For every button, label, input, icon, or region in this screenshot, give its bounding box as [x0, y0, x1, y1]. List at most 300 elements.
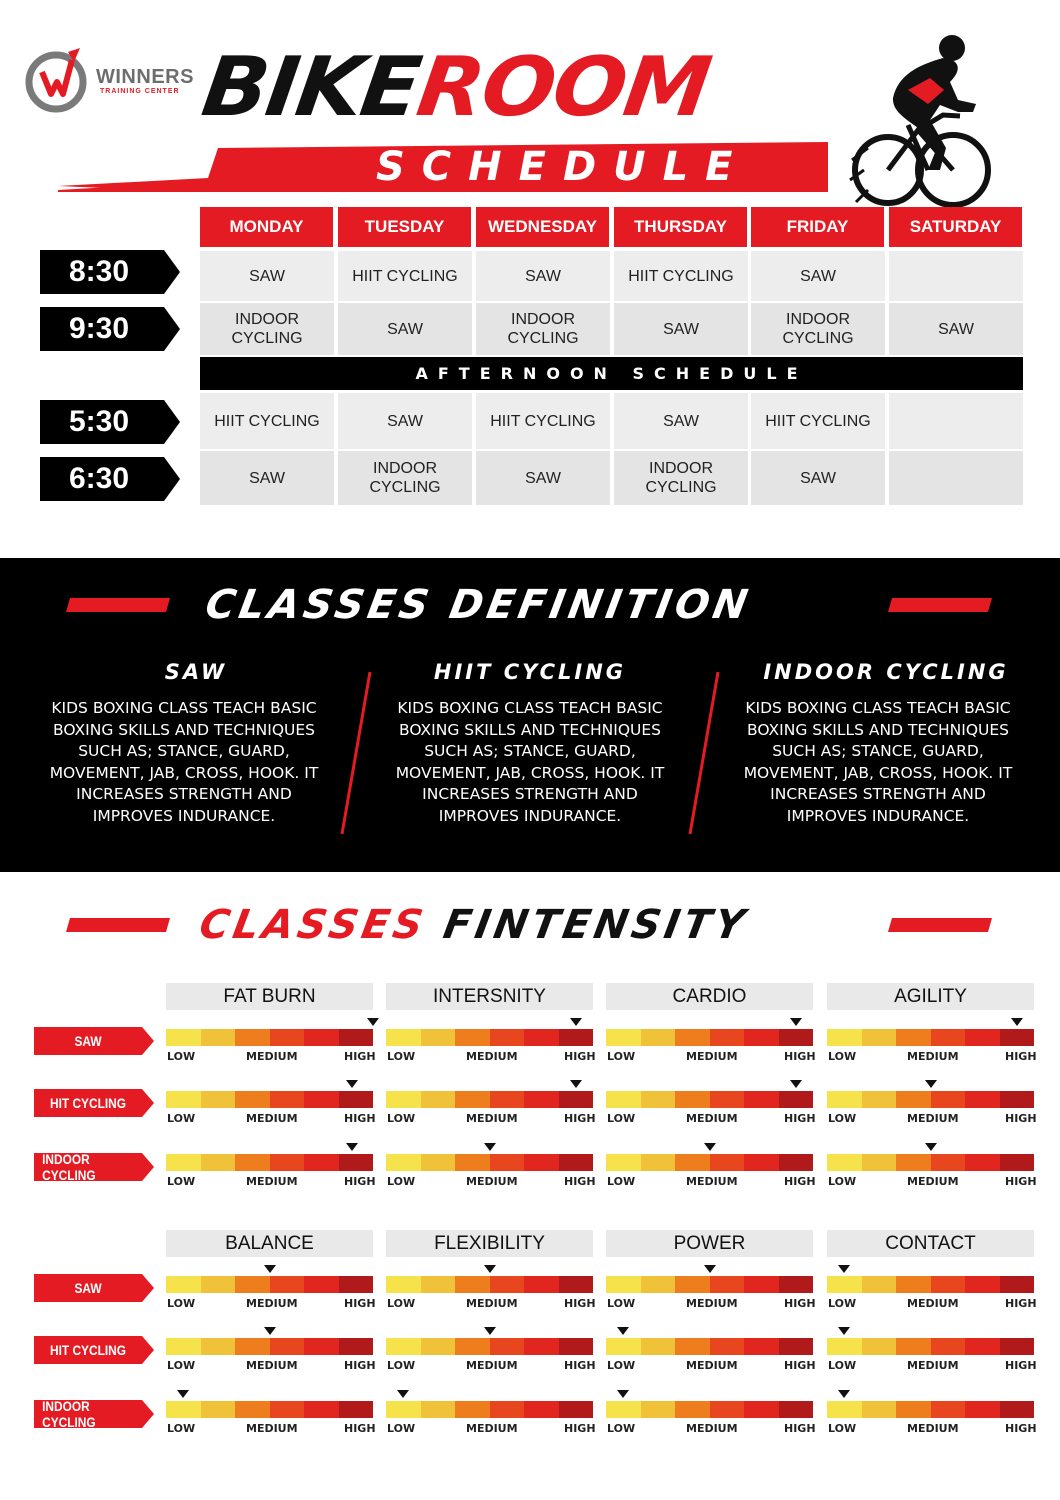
scale-medium: MEDIUM: [466, 1359, 518, 1372]
intensity-segment: [675, 1091, 710, 1108]
intensity-title: [196, 902, 752, 948]
brand-subtitle: TRAINING CENTER: [100, 88, 180, 95]
scale-medium: MEDIUM: [907, 1297, 959, 1310]
intensity-segment: [270, 1401, 305, 1418]
intensity-segment: [455, 1276, 490, 1293]
schedule-cell: SAW: [889, 303, 1023, 355]
intensity-bar: [827, 1401, 1034, 1418]
scale-medium: MEDIUM: [686, 1297, 738, 1310]
intensity-bar: [166, 1401, 373, 1418]
scale-medium: MEDIUM: [686, 1359, 738, 1372]
intensity-segment: [524, 1401, 559, 1418]
intensity-marker: [570, 1018, 582, 1026]
intensity-segment: [827, 1029, 862, 1046]
scale-medium: MEDIUM: [466, 1112, 518, 1125]
intensity-segment: [862, 1401, 897, 1418]
scale-low: LOW: [607, 1175, 636, 1188]
scale-low: LOW: [387, 1050, 416, 1063]
intensity-bar: [386, 1091, 593, 1108]
intensity-segment: [235, 1154, 270, 1171]
afternoon-divider: AFTERNOON SCHEDULE: [200, 357, 1023, 390]
intensity-bar: [386, 1154, 593, 1171]
intensity-segment: [235, 1338, 270, 1355]
scale-low: LOW: [387, 1422, 416, 1435]
scale-high: HIGH: [564, 1050, 596, 1063]
intensity-segment: [386, 1091, 421, 1108]
schedule-cell: [889, 393, 1023, 449]
scale-high: HIGH: [344, 1050, 376, 1063]
scale-medium: MEDIUM: [246, 1297, 298, 1310]
intensity-segment: [606, 1091, 641, 1108]
intensity-segment: [675, 1276, 710, 1293]
intensity-segment: [1000, 1029, 1035, 1046]
schedule-cell: HIIT CYCLING: [200, 393, 334, 449]
intensity-segment: [827, 1276, 862, 1293]
page-title: [197, 40, 715, 135]
definition-heading: SAW: [164, 660, 228, 684]
intensity-segment: [606, 1338, 641, 1355]
schedule-cell: INDOOR CYCLING: [751, 303, 885, 355]
definition-text: KIDS BOXING CLASS TEACH BASIC BOXING SKILLS AND TECHNIQUES SUCH AS; STANCE, GUARD, MOVEMENT, JAB, CROSS, HOOK. IT INCREASES STRENGTH AND IMPROVES INDURANCE.: [743, 699, 1013, 825]
intensity-segment: [606, 1276, 641, 1293]
intensity-segment: [1000, 1154, 1035, 1171]
scale-high: HIGH: [344, 1297, 376, 1310]
intensity-segment: [779, 1338, 814, 1355]
schedule-cell: SAW: [751, 251, 885, 301]
intensity-segment: [744, 1276, 779, 1293]
intensity-segment: [931, 1029, 966, 1046]
intensity-segment: [304, 1091, 339, 1108]
intensity-segment: [524, 1338, 559, 1355]
intensity-segment: [641, 1154, 676, 1171]
schedule-cell: SAW: [338, 303, 472, 355]
intensity-segment: [606, 1401, 641, 1418]
scale-high: HIGH: [344, 1422, 376, 1435]
category-header: INTERSNITY: [386, 983, 593, 1010]
definition-heading: INDOOR CYCLING: [763, 660, 1009, 684]
divider: [684, 670, 724, 836]
scale-low: LOW: [387, 1112, 416, 1125]
intensity-segment: [304, 1276, 339, 1293]
title-dash-left: [66, 598, 170, 612]
category-header: FAT BURN: [166, 983, 373, 1010]
class-tag-label: HIT CYCLING: [49, 1095, 127, 1111]
intensity-segment: [339, 1338, 374, 1355]
intensity-segment: [559, 1401, 594, 1418]
scale-high: HIGH: [344, 1359, 376, 1372]
intensity-segment: [931, 1338, 966, 1355]
scale-medium: MEDIUM: [686, 1050, 738, 1063]
intensity-segment: [744, 1154, 779, 1171]
intensity-segment: [827, 1338, 862, 1355]
intensity-bar: [386, 1029, 593, 1046]
schedule-cell: INDOOR CYCLING: [614, 451, 748, 505]
intensity-segment: [965, 1029, 1000, 1046]
intensity-marker: [925, 1080, 937, 1088]
scale-medium: MEDIUM: [686, 1175, 738, 1188]
intensity-segment: [862, 1338, 897, 1355]
intensity-segment: [166, 1276, 201, 1293]
scale-low: LOW: [607, 1297, 636, 1310]
scale-medium: MEDIUM: [466, 1175, 518, 1188]
scale-medium: MEDIUM: [466, 1422, 518, 1435]
intensity-segment: [421, 1154, 456, 1171]
intensity-bar: [606, 1276, 813, 1293]
intensity-segment: [559, 1029, 594, 1046]
intensity-bar: [827, 1091, 1034, 1108]
category-header: BALANCE: [166, 1230, 373, 1257]
intensity-segment: [641, 1276, 676, 1293]
intensity-segment: [524, 1091, 559, 1108]
scale-low: LOW: [167, 1175, 196, 1188]
category-header: POWER: [606, 1230, 813, 1257]
scale-medium: MEDIUM: [907, 1359, 959, 1372]
schedule-cell: HIIT CYCLING: [751, 393, 885, 449]
category-header: FLEXIBILITY: [386, 1230, 593, 1257]
scale-low: LOW: [167, 1297, 196, 1310]
intensity-segment: [166, 1154, 201, 1171]
intensity-segment: [386, 1338, 421, 1355]
class-tag-label: INDOOR CYCLING: [42, 1151, 96, 1183]
intensity-marker: [704, 1143, 716, 1151]
intensity-segment: [710, 1338, 745, 1355]
scale-high: HIGH: [564, 1297, 596, 1310]
intensity-segment: [675, 1029, 710, 1046]
intensity-segment: [386, 1401, 421, 1418]
intensity-segment: [779, 1276, 814, 1293]
schedule-cell: SAW: [614, 393, 748, 449]
intensity-marker: [346, 1080, 358, 1088]
intensity-bar: [386, 1338, 593, 1355]
intensity-segment: [896, 1091, 931, 1108]
intensity-segment: [710, 1091, 745, 1108]
intensity-bar: [827, 1338, 1034, 1355]
intensity-segment: [201, 1338, 236, 1355]
intensity-bar: [606, 1029, 813, 1046]
schedule-cell: HIIT CYCLING: [338, 251, 472, 301]
intensity-bar: [827, 1276, 1034, 1293]
intensity-segment: [559, 1276, 594, 1293]
intensity-segment: [827, 1401, 862, 1418]
scale-high: HIGH: [344, 1112, 376, 1125]
definitions-title: CLASSES DEFINITION: [201, 582, 755, 628]
intensity-bar: [606, 1401, 813, 1418]
intensity-segment: [386, 1154, 421, 1171]
intensity-segment: [779, 1154, 814, 1171]
intensity-bar: [606, 1091, 813, 1108]
intensity-segment: [490, 1029, 525, 1046]
intensity-bar: [166, 1154, 373, 1171]
scale-medium: MEDIUM: [246, 1050, 298, 1063]
scale-high: HIGH: [1005, 1422, 1037, 1435]
intensity-segment: [304, 1029, 339, 1046]
intensity-segment: [235, 1401, 270, 1418]
intensity-segment: [606, 1154, 641, 1171]
scale-medium: MEDIUM: [686, 1422, 738, 1435]
intensity-segment: [455, 1091, 490, 1108]
intensity-segment: [931, 1154, 966, 1171]
day-thursday: THURSDAY: [614, 207, 747, 247]
intensity-segment: [270, 1154, 305, 1171]
scale-low: LOW: [167, 1112, 196, 1125]
time-label: 8:30: [68, 255, 130, 288]
intensity-segment: [744, 1338, 779, 1355]
scale-medium: MEDIUM: [686, 1112, 738, 1125]
intensity-segment: [862, 1276, 897, 1293]
intensity-segment: [166, 1029, 201, 1046]
class-tag-label: HIT CYCLING: [49, 1342, 127, 1358]
time-label: 6:30: [68, 462, 130, 495]
category-header: CARDIO: [606, 983, 813, 1010]
scale-low: LOW: [828, 1359, 857, 1372]
scale-high: HIGH: [784, 1359, 816, 1372]
schedule-cell: INDOOR CYCLING: [338, 451, 472, 505]
definition-heading: HIIT CYCLING: [433, 660, 627, 684]
intensity-segment: [862, 1029, 897, 1046]
day-tuesday: TUESDAY: [338, 207, 471, 247]
intensity-marker: [790, 1018, 802, 1026]
intensity-segment: [270, 1276, 305, 1293]
scale-medium: MEDIUM: [907, 1175, 959, 1188]
intensity-segment: [339, 1029, 374, 1046]
scale-high: HIGH: [784, 1175, 816, 1188]
intensity-bar: [386, 1276, 593, 1293]
intensity-segment: [270, 1091, 305, 1108]
intensity-segment: [270, 1338, 305, 1355]
title-dash-right: [888, 918, 992, 932]
intensity-marker: [1011, 1018, 1023, 1026]
intensity-segment: [455, 1338, 490, 1355]
intensity-bar: [166, 1276, 373, 1293]
brand-name: WINNERS: [96, 66, 194, 88]
schedule-cell: SAW: [476, 251, 610, 301]
schedule-cell: HIIT CYCLING: [476, 393, 610, 449]
schedule-cell: INDOOR CYCLING: [200, 303, 334, 355]
cyclist-icon: [848, 20, 998, 230]
scale-low: LOW: [828, 1175, 857, 1188]
schedule-cell: SAW: [200, 251, 334, 301]
intensity-segment: [965, 1276, 1000, 1293]
intensity-marker: [790, 1080, 802, 1088]
intensity-bar: [827, 1029, 1034, 1046]
scale-low: LOW: [607, 1359, 636, 1372]
intensity-segment: [235, 1276, 270, 1293]
intensity-segment: [455, 1401, 490, 1418]
intensity-segment: [896, 1338, 931, 1355]
intensity-segment: [710, 1154, 745, 1171]
schedule-cell: INDOOR CYCLING: [476, 303, 610, 355]
schedule-subtitle: SCHEDULE: [376, 144, 750, 190]
intensity-segment: [675, 1401, 710, 1418]
scale-high: HIGH: [1005, 1175, 1037, 1188]
intensity-marker: [925, 1143, 937, 1151]
intensity-marker: [484, 1327, 496, 1335]
intensity-segment: [490, 1091, 525, 1108]
intensity-marker: [177, 1390, 189, 1398]
time-label: 5:30: [68, 405, 130, 438]
schedule-cell: SAW: [200, 451, 334, 505]
intensity-segment: [455, 1154, 490, 1171]
intensity-segment: [524, 1154, 559, 1171]
scale-high: HIGH: [564, 1422, 596, 1435]
intensity-bar: [827, 1154, 1034, 1171]
scale-low: LOW: [607, 1050, 636, 1063]
intensity-segment: [524, 1276, 559, 1293]
day-wednesday: WEDNESDAY: [476, 207, 609, 247]
intensity-segment: [339, 1401, 374, 1418]
intensity-segment: [421, 1029, 456, 1046]
scale-low: LOW: [387, 1175, 416, 1188]
scale-low: LOW: [167, 1359, 196, 1372]
scale-low: LOW: [387, 1297, 416, 1310]
intensity-segment: [641, 1401, 676, 1418]
intensity-segment: [559, 1154, 594, 1171]
intensity-segment: [965, 1091, 1000, 1108]
intensity-segment: [490, 1338, 525, 1355]
intensity-segment: [965, 1338, 1000, 1355]
intensity-segment: [641, 1091, 676, 1108]
intensity-segment: [1000, 1276, 1035, 1293]
intensity-marker: [617, 1390, 629, 1398]
schedule-cell: SAW: [751, 451, 885, 505]
intensity-marker: [264, 1265, 276, 1273]
intensity-title-black: FINTENSITY: [440, 902, 752, 948]
intensity-segment: [779, 1029, 814, 1046]
class-tag-label: INDOOR CYCLING: [42, 1398, 96, 1430]
day-friday: FRIDAY: [751, 207, 884, 247]
scale-medium: MEDIUM: [466, 1297, 518, 1310]
intensity-marker: [397, 1390, 409, 1398]
intensity-segment: [201, 1154, 236, 1171]
divider: [336, 670, 376, 836]
intensity-marker: [617, 1327, 629, 1335]
intensity-bar: [606, 1338, 813, 1355]
intensity-segment: [524, 1029, 559, 1046]
scale-low: LOW: [607, 1112, 636, 1125]
intensity-segment: [339, 1154, 374, 1171]
intensity-segment: [606, 1029, 641, 1046]
intensity-marker: [838, 1265, 850, 1273]
scale-low: LOW: [828, 1422, 857, 1435]
winners-logo-icon: [22, 44, 92, 114]
intensity-segment: [339, 1276, 374, 1293]
scale-low: LOW: [828, 1297, 857, 1310]
definition-text: KIDS BOXING CLASS TEACH BASIC BOXING SKILLS AND TECHNIQUES SUCH AS; STANCE, GUARD, MOVEMENT, JAB, CROSS, HOOK. IT INCREASES STRENGTH AND IMPROVES INDURANCE.: [49, 699, 319, 825]
intensity-marker: [367, 1018, 379, 1026]
intensity-segment: [304, 1154, 339, 1171]
intensity-segment: [421, 1401, 456, 1418]
intensity-segment: [965, 1154, 1000, 1171]
intensity-segment: [304, 1338, 339, 1355]
intensity-segment: [931, 1401, 966, 1418]
intensity-segment: [744, 1401, 779, 1418]
intensity-segment: [675, 1338, 710, 1355]
title-dash-right: [888, 598, 992, 612]
intensity-segment: [304, 1401, 339, 1418]
day-saturday: SATURDAY: [889, 207, 1022, 247]
schedule-cell: SAW: [338, 393, 472, 449]
intensity-marker: [838, 1327, 850, 1335]
intensity-segment: [641, 1338, 676, 1355]
scale-high: HIGH: [1005, 1297, 1037, 1310]
scale-high: HIGH: [564, 1359, 596, 1372]
intensity-segment: [862, 1154, 897, 1171]
scale-medium: MEDIUM: [907, 1112, 959, 1125]
intensity-marker: [838, 1390, 850, 1398]
intensity-segment: [710, 1029, 745, 1046]
scale-medium: MEDIUM: [466, 1050, 518, 1063]
intensity-segment: [201, 1029, 236, 1046]
intensity-marker: [704, 1265, 716, 1273]
scale-high: HIGH: [344, 1175, 376, 1188]
intensity-bar: [166, 1091, 373, 1108]
intensity-segment: [339, 1091, 374, 1108]
class-tag-label: SAW: [74, 1033, 102, 1049]
category-header: AGILITY: [827, 983, 1034, 1010]
intensity-segment: [827, 1091, 862, 1108]
intensity-marker: [264, 1327, 276, 1335]
intensity-segment: [710, 1401, 745, 1418]
class-tag-label: SAW: [74, 1280, 102, 1296]
intensity-segment: [490, 1401, 525, 1418]
scale-high: HIGH: [784, 1297, 816, 1310]
scale-medium: MEDIUM: [907, 1422, 959, 1435]
intensity-segment: [490, 1276, 525, 1293]
intensity-segment: [896, 1154, 931, 1171]
scale-high: HIGH: [784, 1050, 816, 1063]
scale-medium: MEDIUM: [907, 1050, 959, 1063]
intensity-marker: [484, 1143, 496, 1151]
intensity-segment: [201, 1091, 236, 1108]
scale-high: HIGH: [784, 1422, 816, 1435]
intensity-segment: [386, 1276, 421, 1293]
intensity-segment: [421, 1338, 456, 1355]
intensity-segment: [201, 1276, 236, 1293]
intensity-segment: [386, 1029, 421, 1046]
intensity-segment: [166, 1338, 201, 1355]
scale-low: LOW: [167, 1422, 196, 1435]
intensity-segment: [559, 1338, 594, 1355]
intensity-segment: [421, 1091, 456, 1108]
intensity-segment: [779, 1091, 814, 1108]
scale-low: LOW: [828, 1112, 857, 1125]
scale-low: LOW: [167, 1050, 196, 1063]
intensity-segment: [931, 1276, 966, 1293]
scale-high: HIGH: [564, 1175, 596, 1188]
intensity-segment: [641, 1029, 676, 1046]
intensity-marker: [484, 1265, 496, 1273]
intensity-marker: [346, 1143, 358, 1151]
schedule-cell: HIIT CYCLING: [614, 251, 748, 301]
intensity-segment: [896, 1029, 931, 1046]
schedule-cell: SAW: [476, 451, 610, 505]
scale-medium: MEDIUM: [246, 1175, 298, 1188]
intensity-segment: [710, 1276, 745, 1293]
intensity-segment: [166, 1091, 201, 1108]
definition-text: KIDS BOXING CLASS TEACH BASIC BOXING SKILLS AND TECHNIQUES SUCH AS; STANCE, GUARD, MOVEMENT, JAB, CROSS, HOOK. IT INCREASES STRENGTH AND IMPROVES INDURANCE.: [395, 699, 665, 825]
intensity-segment: [201, 1401, 236, 1418]
intensity-segment: [675, 1154, 710, 1171]
intensity-segment: [896, 1401, 931, 1418]
intensity-segment: [1000, 1401, 1035, 1418]
intensity-segment: [235, 1029, 270, 1046]
schedule-cell: [889, 451, 1023, 505]
intensity-segment: [744, 1029, 779, 1046]
schedule-cell: SAW: [614, 303, 748, 355]
scale-high: HIGH: [1005, 1359, 1037, 1372]
scale-high: HIGH: [564, 1112, 596, 1125]
time-label: 9:30: [68, 312, 130, 345]
